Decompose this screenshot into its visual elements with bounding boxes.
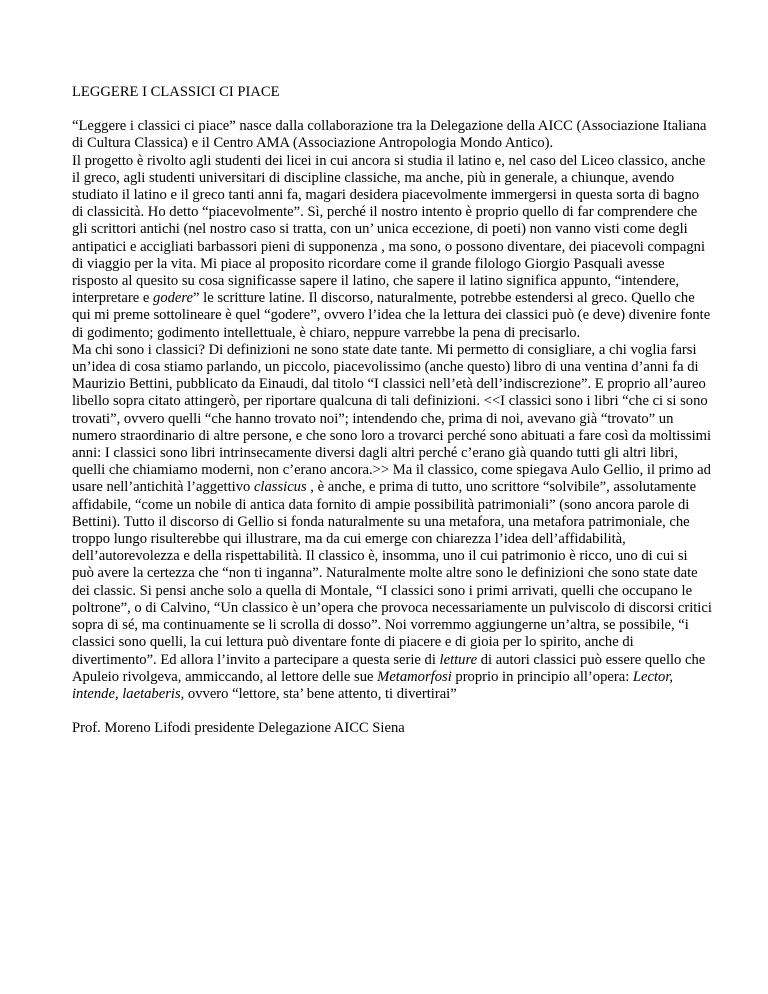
text-segment: , è anche, e prima di tutto, uno scrittore “solvibile”, assolutamente affidabile, “come un nobile di antica data fornito di ampie possibilità patrimoniali” (sono ancora parole di Bettini). Tutto il discorso di Gellio si fonda naturalmente su una metafora, una metafora patrimoniale, che troppo lungo risulterebbe qui illustrare, ma da cui emerge con chiarezza l’idea dell’affidabilità, dell’autorevolezza e della rispettabilità. Il classico è, insomma, uno il cui patrimonio è ricco, uno di cui si può avere la certezza che “non ti inganna”. Naturalmente molte altre sono le definizioni che sono state date dei classic. Si pensi anche solo a quella di Montale, “I classici sono i primi arrivati, quelli che occupano le poltrone”, o di Calvino, “Un classico è un’opera che provoca necessariamente un pulviscolo di discorsi critici sopra di sé, ma continuamente se li scrolla di dosso”. Noi vorremmo aggiungerne un’altra, se possibile, “i classici sono quelli, la cui lettura può diventare fonte di piacere e di gioia per lo spirito, anche di divertimento”. Ed allora l’invito a partecipare a questa serie di (72, 479, 712, 668)
text-segment: Ma chi sono i classici? Di definizioni ne sono state date tante. Mi permetto di consigliare, a chi voglia farsi un’idea di cosa stiamo parlando, un piccolo, piacevolissimo (anche questo) libro di una ventina d’anni fa di Maurizio Bettini, pubblicato da Einaudi, dal titolo “I classici nell’età dell’indiscrezione”. E proprio all’aureo libello sopra citato attingerò, per riportare qualcuna di tali definizioni. <<I classici sono i libri “che ci si sono trovati”, ovvero quelli “che hanno trovato noi”; intendendo che, prima di noi, avevano già “trovato” un numero straordinario di altre persone, e che sono loro a trovarci perché sono abituati a fare così da moltissimi anni: I classici sono libri intrinsecamente diversi dagli altri perché c’erano già quando tutti gli altri libri, quelli che chiamiamo moderni, non c’erano ancora.>> Ma il classico, come spiegava Aulo Gellio, il primo ad usare nell’antichità l’aggettivo (72, 341, 712, 496)
text-segment: ” le scritture latine. Il discorso, naturalmente, potrebbe estendersi al greco. Quello che qui mi preme sottolineare è quel “godere”, ovvero l’idea che la lettura dei classici può (e deve) divenire fonte di godimento; godimento intellettuale, è chiaro, neppure varrebbe la pena di precisarlo. (72, 290, 711, 341)
italic-text: letture (439, 651, 478, 668)
italic-text: Lector, intende, laetaberis, (72, 668, 674, 702)
text-segment: proprio in principio all’opera: (451, 668, 633, 685)
text-segment: “Leggere i classici ci piace” nasce dalla collaborazione tra la Delegazione della AICC (Associazione Italiana di Cultura Classica) e il Centro AMA (Associazione Antropologia Mondo Antico). (72, 118, 707, 152)
document-body (72, 118, 712, 703)
signature: Prof. Moreno Lifodi presidente Delegazione AICC Siena (72, 720, 405, 737)
italic-text: godere (153, 290, 194, 307)
paragraph (72, 342, 712, 703)
paragraph (72, 118, 712, 152)
document-title: LEGGERE I CLASSICI CI PIACE (72, 84, 280, 100)
document-page (72, 84, 712, 737)
title-spacer (72, 101, 712, 118)
italic-text: Metamorfosi (377, 668, 452, 685)
text-segment: Il progetto è rivolto agli studenti dei licei in cui ancora si studia il latino e, nel caso del Liceo classico, anche il greco, agli studenti universitari di discipline classiche, ma anche, più in generale, a chiunque, avendo studiato il latino e il greco tanti anni fa, magari desidera piacevolmente immergersi in questa sorta di bagno di classicità. Ho detto “piacevolmente”. Sì, perché il nostro intento è proprio quello di far comprendere che gli scrittori antichi (nel nostro caso si tratta, con un’ unica eccezione, di poeti) non vanno visti come degli antipatici e accigliati barbassori pieni di supponenza , ma sono, o possono diventare, dei piacevoli compagni di viaggio per la vita. Mi piace al proposito ricordare come il grande filologo Giorgio Pasquali avesse risposto al quesito su cosa significasse sapere il latino, che sapere il latino significa appunto, “intendere, interpretare e (72, 152, 706, 307)
paragraph (72, 153, 712, 342)
text-segment: ovvero “lettore, sta’ bene attento, ti divertirai” (184, 685, 457, 702)
text-segment: di autori classici può essere quello che Apuleio rivolgeva, ammiccando, al lettore delle sue (72, 651, 706, 685)
italic-text: classicus (253, 479, 307, 496)
